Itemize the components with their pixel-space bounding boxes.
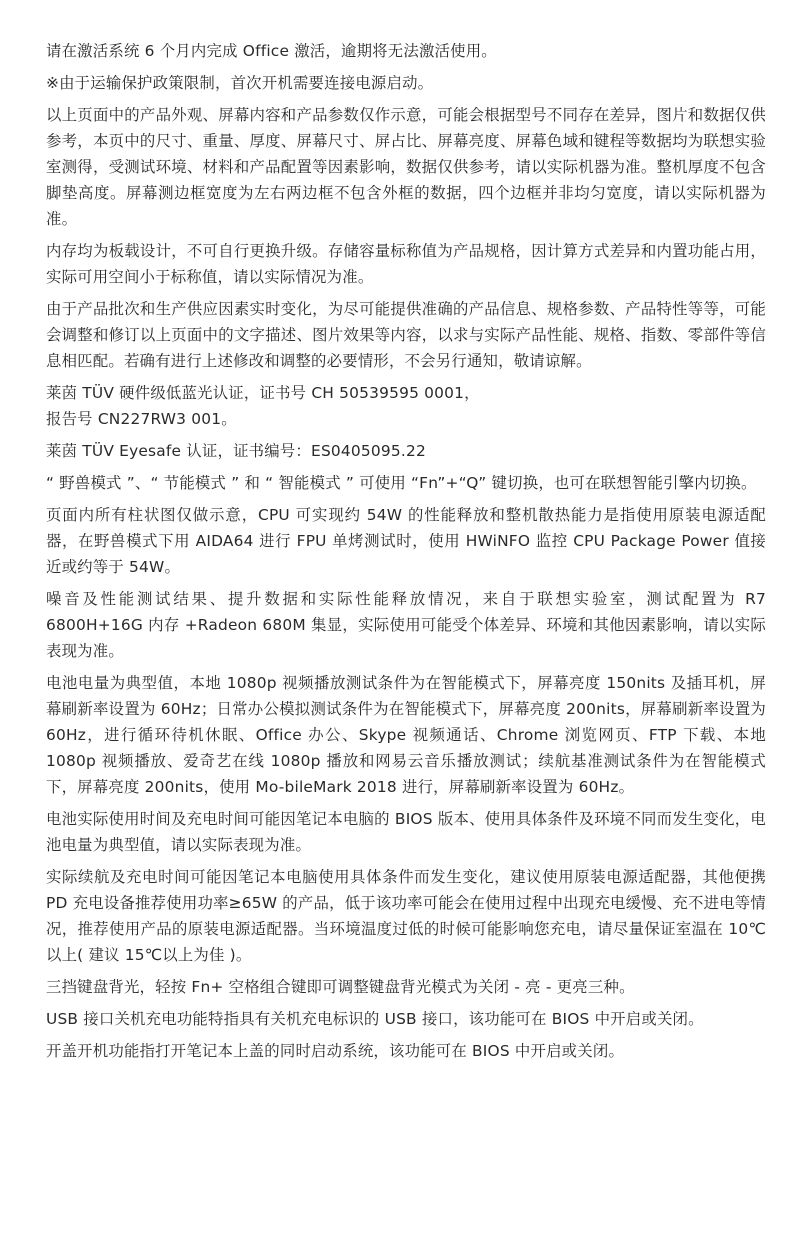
note-lid-open-boot: 开盖开机功能指打开笔记本上盖的同时启动系统，该功能可在 BIOS 中开启或关闭。	[46, 1042, 625, 1060]
note-memory-storage: 内存均为板载设计，不可自行更换升级。存储容量标称值为产品规格，因计算方式差异和内置功能占用，实际可用空间小于标称值，请以实际情况为准。	[46, 242, 766, 286]
note-noise-performance-test: 噪音及性能测试结果、提升数据和实际性能释放情况，来自于联想实验室，测试配置为 R7 6800H+16G 内存 +Radeon 680M 集显，实际使用可能受个体差异、环境和其他因素影响，请以实际表现为准。	[46, 590, 766, 660]
note-product-changes: 由于产品批次和生产供应因素实时变化，为尽可能提供准确的产品信息、规格参数、产品特性等等，可能会调整和修订以上页面中的文字描述、图片效果等内容，以求与实际产品性能、规格、指数、零部件等信息相匹配。若确有进行上述修改和调整的必要情形，不会另行通知，敬请谅解。	[46, 300, 766, 370]
note-tuv-eyesafe: 莱茵 TÜV Eyesafe 认证，证书编号：ES0405095.22	[46, 442, 426, 460]
note-charging: 实际续航及充电时间可能因笔记本电脑使用具体条件而发生变化，建议使用原装电源适配器，其他便携 PD 充电设备推荐使用功率≥65W 的产品，低于该功率可能会在使用过程中出现充电缓慢、充不进电等情况，推荐使用产品的原装电源适配器。当环境温度过低的时候可能影响您充电，请尽量保证室温在 10℃以上( 建议 15℃以上为佳 )。	[46, 868, 766, 964]
note-battery-test-conditions: 电池电量为典型值，本地 1080p 视频播放测试条件为在智能模式下，屏幕亮度 150nits 及插耳机，屏幕刷新率设置为 60Hz；日常办公模拟测试条件为在智能模式下，屏幕亮度 200nits，屏幕刷新率设置为 60Hz，进行循环待机休眠、Office 办公、Skype 视频通话、Chrome 浏览网页、FTP 下载、本地 1080p 视频播放、爱奇艺在线 1080p 播放和网易云音乐播放测试；续航基准测试条件为在智能模式下，屏幕亮度 200nits，使用 Mo-bileMark 2018 进行，屏幕刷新率设置为 60Hz。	[46, 674, 766, 796]
note-performance-modes: “ 野兽模式 ”、“ 节能模式 ” 和 “ 智能模式 ” 可使用 “Fn”+“Q” 键切换，也可在联想智能引擎内切换。	[46, 474, 757, 492]
note-usb-power-off-charging: USB 接口关机充电功能特指具有关机充电标识的 USB 接口，该功能可在 BIOS 中开启或关闭。	[46, 1010, 704, 1028]
note-cpu-power: 页面内所有柱状图仅做示意，CPU 可实现约 54W 的性能释放和整机散热能力是指使用原装电源适配器，在野兽模式下用 AIDA64 进行 FPU 单烤测试时，使用 HWiNFO 监控 CPU Package Power 值接近或约等于 54W。	[46, 506, 766, 576]
note-keyboard-backlight: 三挡键盘背光，轻按 Fn+ 空格组合键即可调整键盘背光模式为关闭 - 亮 - 更亮三种。	[46, 978, 635, 996]
note-first-boot-power: ※由于运输保护政策限制，首次开机需要连接电源启动。	[46, 74, 434, 92]
note-tuv-low-blue-light: 莱茵 TÜV 硬件级低蓝光认证，证书号 CH 50539595 0001， 报告号 CN227RW3 001。	[46, 384, 480, 428]
disclaimer-notes	[46, 38, 766, 1070]
note-appearance-parameters: 以上页面中的产品外观、屏幕内容和产品参数仅作示意，可能会根据型号不同存在差异，图片和数据仅供参考，本页中的尺寸、重量、厚度、屏幕尺寸、屏占比、屏幕亮度、屏幕色域和键程等数据均为联想实验室测得，受测试环境、材料和产品配置等因素影响，数据仅供参考，请以实际机器为准。整机厚度不包含脚垫高度。屏幕测边框宽度为左右两边框不包含外框的数据，四个边框并非均匀宽度，请以实际机器为准。	[46, 106, 766, 228]
note-battery-actual-time: 电池实际使用时间及充电时间可能因笔记本电脑的 BIOS 版本、使用具体条件及环境不同而发生变化，电池电量为典型值，请以实际表现为准。	[46, 810, 766, 854]
note-office-activation: 请在激活系统 6 个月内完成 Office 激活，逾期将无法激活使用。	[46, 42, 497, 60]
